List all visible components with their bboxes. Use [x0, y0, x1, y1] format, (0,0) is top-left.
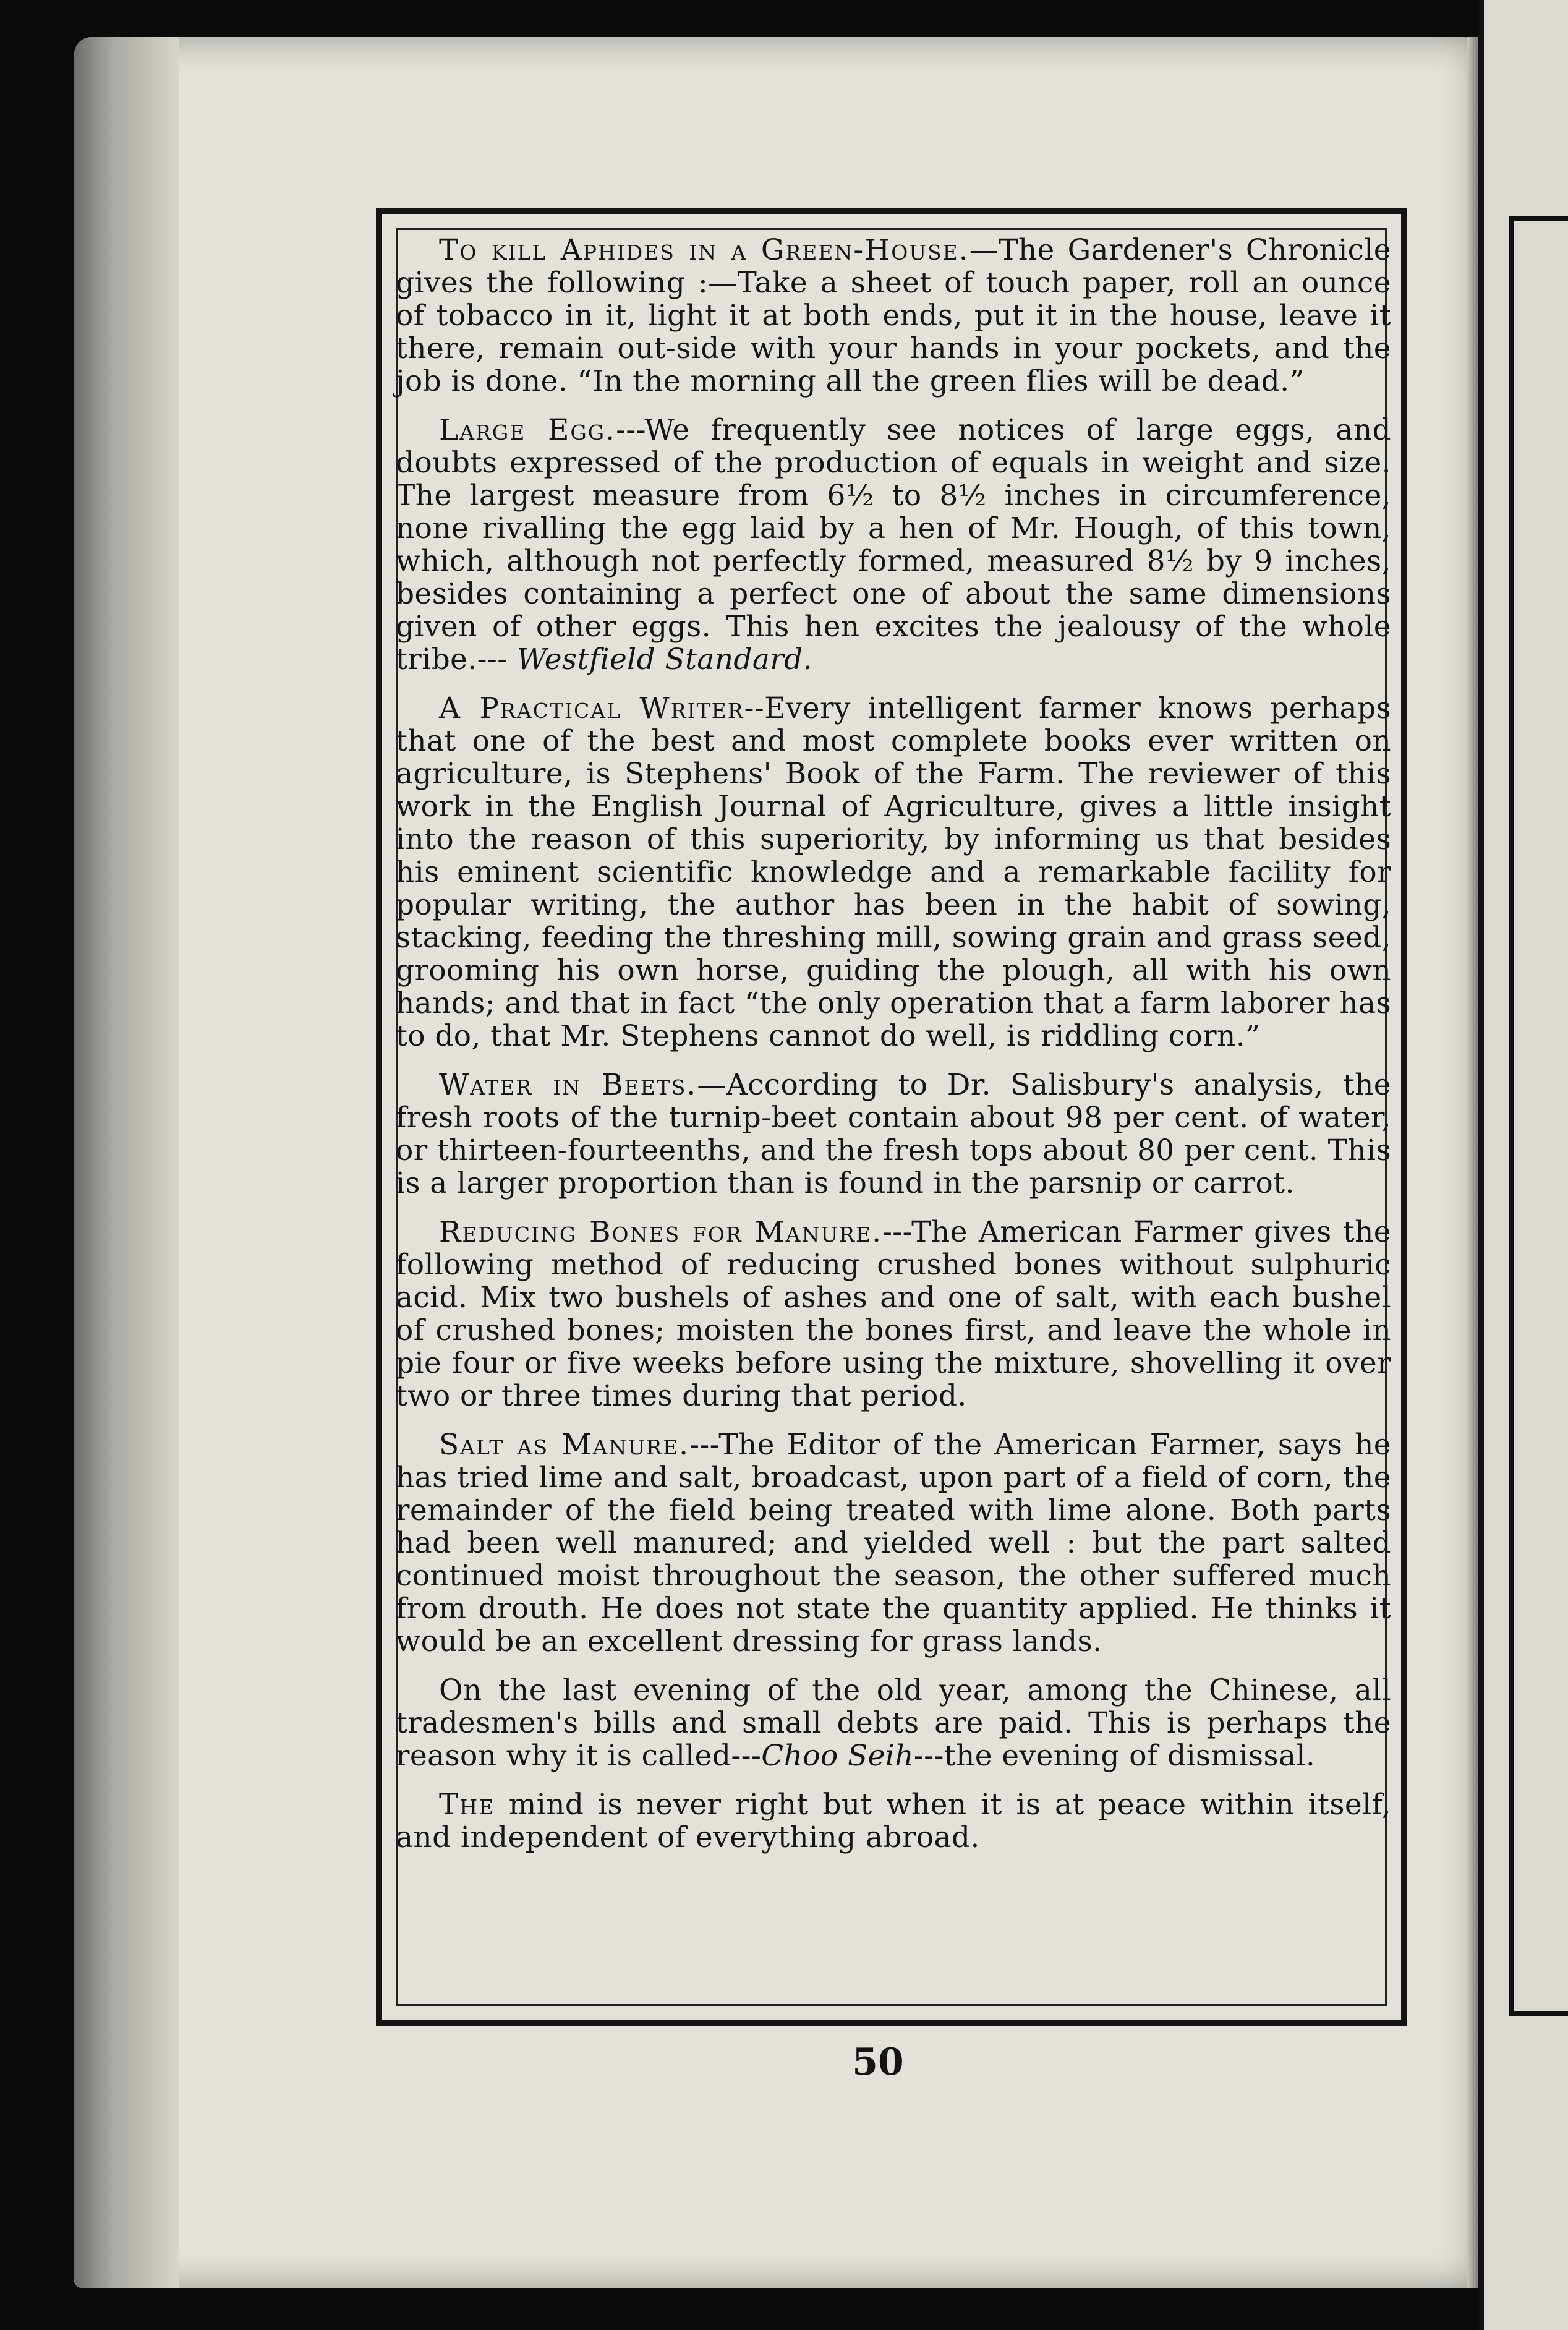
- article-body: ---We frequently see notices of large eggs, and doubts expressed of the production of equals in weight and size. The largest measure from 6½ to 8½ inches in circumference, none rivalling the egg laid by a hen of Mr. Hough, of this town, which, although not perfectly formed, measured 8½ by 9 inches, besides containing a perfect one of about the same dimensions given of other eggs. This hen excites the jealousy of the whole tribe.---: [396, 413, 1391, 676]
- article-heading: A Practical Writer: [439, 691, 744, 725]
- article-chinese-new-year: [396, 1674, 1391, 1772]
- article-body: —The Gardener's Chronicle gives the following :—Take a sheet of touch paper, roll an ounce of tobacco in it, light it at both ends, put it in the house, leave it there, remain out-side with your hands in your pockets, and the job is done. “In the morning all the green flies will be dead.”: [396, 233, 1391, 398]
- article-heading: Water in Beets.: [439, 1068, 697, 1102]
- article-source: Westfield Standard.: [516, 642, 813, 676]
- article-column: [396, 234, 1391, 1984]
- article-body-end: ---the evening of dismissal.: [913, 1739, 1316, 1773]
- article-heading: The: [439, 1788, 495, 1822]
- article-heading: Large Egg.: [439, 413, 616, 447]
- article-large-egg: [396, 414, 1391, 676]
- article-reducing-bones: [396, 1216, 1391, 1412]
- article-body: ---The American Farmer gives the following method of reducing crushed bones without sulphuric acid. Mix two bushels of ashes and one of salt, with each bushel of crushed bones; moisten the bones first, and leave the whole in pie four or five weeks before using the mixture, shovelling it over two or three times during that period.: [396, 1215, 1391, 1413]
- article-water-in-beets: [396, 1069, 1391, 1200]
- article-body: ---The Editor of the American Farmer, says he has tried lime and salt, broadcast, upon part of a field of corn, the remainder of the field being treated with lime alone. Both parts had been well manured; and yielded well : but the part salted continued moist throughout the season, the other suffered much from drouth. He does not state the quantity applied. He thinks it would be an excellent dressing for grass lands.: [396, 1428, 1391, 1658]
- article-heading: Salt as Manure.: [439, 1428, 690, 1462]
- article-heading: Reducing Bones for Manure.: [439, 1215, 883, 1249]
- page-number: 50: [852, 2041, 904, 2084]
- article-heading: To kill Aphides in a Green-House.: [439, 233, 969, 267]
- article-body: —According to Dr. Salisbury's analysis, the fresh roots of the turnip-beet contain about 98 per cent. of water, or thirteen-fourteenths, and the fresh tops about 80 per cent. This is a larger proportion than is found in the parsnip or carrot.: [396, 1068, 1391, 1200]
- page-left-shadow: [74, 37, 179, 2288]
- article-italic-term: Choo Seih: [761, 1739, 914, 1773]
- article-aphides: [396, 234, 1391, 398]
- article-body: --Every intelligent farmer knows perhaps that one of the best and most complete books ever written on agriculture, is Stephens' Book of the Farm. The reviewer of this work in the English Journal of Agriculture, gives a little insight into the reason of this superiority, by informing us that besides his eminent scientific knowledge and a remarkable facility for popular writing, the author has been in the habit of sowing, stacking, feeding the threshing mill, sowing grain and grass seed, grooming his own horse, guiding the plough, all with his own hands; and that in fact “the only operation that a farm laborer has to do, that Mr. Stephens cannot do well, is riddling corn.”: [396, 691, 1391, 1053]
- article-body: On the last evening of the old year, among the Chinese, all tradesmen's bills and small debts are paid. This is perhaps the reason why it is called---: [396, 1673, 1391, 1773]
- article-body: mind is never right but when it is at peace within itself, and independent of everything abroad.: [396, 1788, 1391, 1854]
- article-salt-as-manure: [396, 1428, 1391, 1658]
- article-mind-at-peace: [396, 1788, 1391, 1854]
- page-spine: [1467, 37, 1479, 2288]
- adjacent-page-frame: [1509, 216, 1568, 2016]
- article-practical-writer: [396, 692, 1391, 1052]
